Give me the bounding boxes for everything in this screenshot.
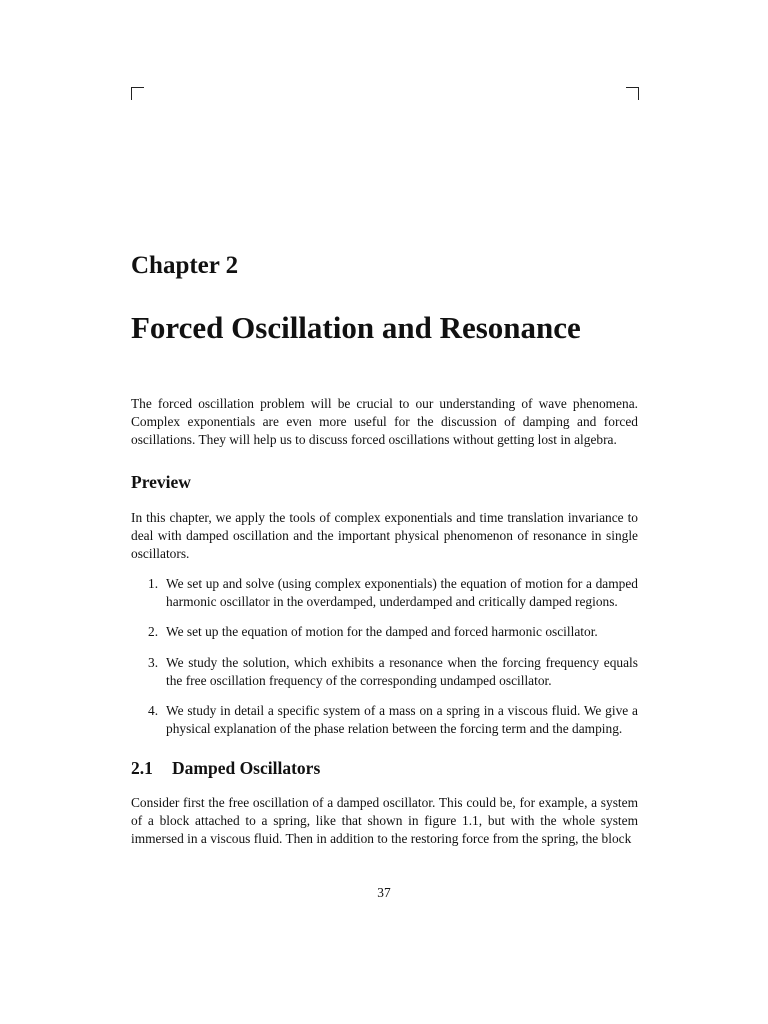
list-item-text: We study in detail a specific system of a mass on a spring in a viscous fluid. We give a physical explanation of the phase relation between the forcing term and the damping.	[166, 703, 638, 737]
list-item-text: We study the solution, which exhibits a resonance when the forcing frequency equals the free oscillation frequency of the corresponding undamped oscillator.	[166, 654, 638, 688]
preview-heading: Preview	[131, 472, 191, 492]
chapter-title: Forced Oscillation and Resonance	[131, 310, 581, 345]
list-item	[131, 702, 638, 738]
section-paragraph: Consider first the free oscillation of a damped oscillator. This could be, for example, a system of a block attached to a spring, like that shown in figure 1.1, but with the whole system immersed in a viscous fluid. Then in addition to the restoring force from the spring, the block	[131, 795, 638, 847]
intro-paragraph: The forced oscillation problem will be crucial to our understanding of wave phenomena. Complex exponentials are even more useful for the discussion of damping and forced oscillations. They will help us to discuss forced oscillations without getting lost in algebra.	[131, 396, 638, 448]
crop-mark-top-left	[131, 87, 144, 100]
section-heading	[131, 758, 320, 779]
crop-mark-top-right	[626, 87, 639, 100]
list-item-number: 4.	[148, 703, 159, 719]
list-item-text: We set up the equation of motion for the damped and forced harmonic oscillator.	[166, 624, 598, 640]
list-item-number: 1.	[148, 576, 159, 591]
chapter-label: Chapter 2	[131, 252, 239, 279]
section-number: 2.1	[131, 758, 153, 778]
list-item	[131, 623, 638, 641]
list-item-number: 3.	[148, 654, 159, 670]
page-number: 37	[377, 885, 391, 900]
list-item	[131, 654, 638, 690]
preview-paragraph: In this chapter, we apply the tools of complex exponentials and time translation invariance to deal with damped oscillation and the important physical phenomenon of resonance in single oscillators.	[131, 510, 638, 562]
list-item	[131, 575, 638, 611]
list-item-text: We set up and solve (using complex exponentials) the equation of motion for a damped harmonic oscillator in the overdamped, underdamped and critically damped regions.	[166, 576, 638, 610]
list-item-number: 2.	[148, 624, 159, 640]
section-title: Damped Oscillators	[172, 758, 321, 778]
preview-list	[131, 575, 638, 750]
